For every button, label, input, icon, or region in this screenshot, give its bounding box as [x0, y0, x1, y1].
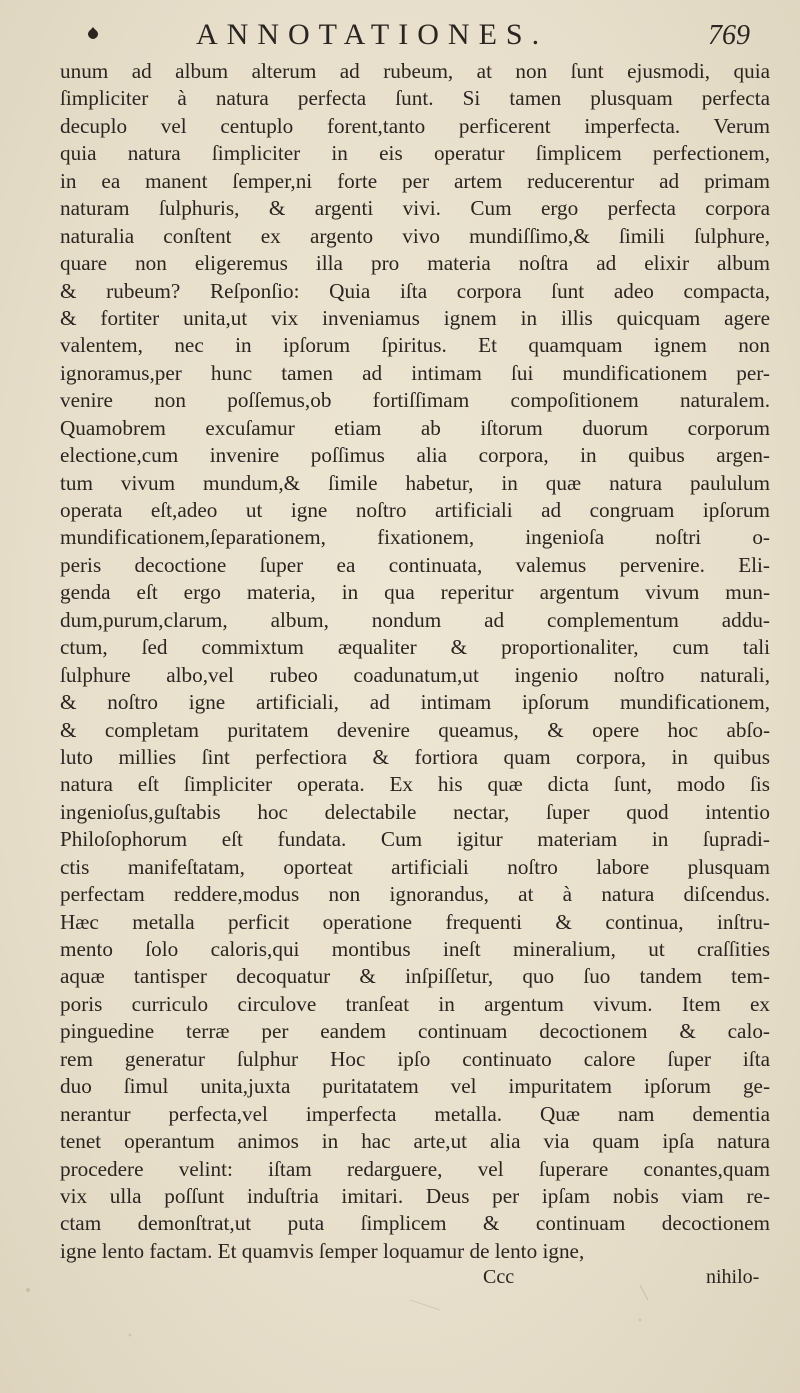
text-line: aquæ tantisper decoquatur & inſpiſſetur, quo ſuo tandem tem- [60, 964, 770, 989]
text-line: tum vivum mundum,& ſimile habetur, in quæ natura paululum [60, 470, 770, 495]
text-line: tenet operantum animos in hac arte,ut alia via quam ipſa natura [60, 1129, 770, 1154]
text-line: mundificationem,ſeparationem, fixationem, ingenioſa noſtri o- [60, 525, 770, 550]
text-line: venire non poſſemus,ob fortiſſimam compoſitionem naturalem. [60, 388, 770, 413]
text-line: & noſtro igne artificiali, ad intimam ipſorum mundificationem, [60, 690, 770, 715]
text-line: ctis manifeſtatam, oporteat artificiali noſtro labore plusquam [60, 854, 770, 879]
fleuron-icon [86, 26, 100, 40]
text-line: naturam ſulphuris, & argenti vivi. Cum ergo perfecta corpora [60, 196, 770, 221]
page-number: 769 [708, 20, 750, 51]
text-line: quare non eligeremus illa pro materia noſtra ad elixir album [60, 251, 770, 276]
text-line: & fortiter unita,ut vix inveniamus ignem in illis quicquam agere [60, 305, 770, 330]
text-line: natura eſt ſimpliciter operata. Ex his quæ dicta ſunt, modo ſis [60, 772, 770, 797]
text-line: valentem, nec in ipſorum ſpiritus. Et quamquam ignem non [60, 333, 770, 358]
text-line: duo ſimul unita,juxta puritatatem vel impuritatem ipſorum ge- [60, 1074, 770, 1099]
text-line: luto millies ſint perfectiora & fortiora quam corpora, in quibus [60, 744, 770, 769]
text-line: & rubeum? Reſponſio: Quia iſta corpora ſunt adeo compacta, [60, 278, 770, 303]
text-line: ingenioſus,guſtabis hoc delectabile nectar, ſuper quod intentio [60, 799, 770, 824]
text-line: mento ſolo caloris,qui montibus ineſt mineralium, ut craſſities [60, 937, 770, 961]
text-line: genda eſt ergo materia, in qua reperitur argentum vivum mun- [60, 580, 770, 605]
text-line: dum,purum,clarum, album, nondum ad complementum addu- [60, 607, 770, 632]
text-line: Quamobrem excuſamur etiam ab iſtorum duorum corporum [60, 415, 770, 440]
text-line: Hæc metalla perficit operatione frequenti & continua, inſtru- [60, 909, 770, 934]
text-line: & completam puritatem devenire queamus, & opere hoc abſo- [60, 717, 770, 742]
text-line: rem generatur ſulphur Hoc ipſo continuato calore ſuper iſta [60, 1046, 770, 1071]
text-line: unum ad album alterum ad rubeum, at non ſunt ejusmodi, quia [60, 59, 770, 83]
page-header [0, 14, 800, 54]
catchword: nihilo- [706, 1265, 760, 1288]
signature-mark: Ccc [483, 1265, 515, 1288]
text-line: ignoramus,per hunc tamen ad intimam ſui mundificationem per- [60, 360, 770, 385]
text-line: naturalia conſtent ex argento vivo mundiſſimo,& ſimili ſulphure, [60, 223, 770, 248]
text-line: electione,cum invenire poſſimus alia corpora, in quibus argen- [60, 443, 770, 468]
text-line: poris curriculo circulove tranſeat in argentum vivum. Item ex [60, 991, 770, 1016]
text-line: quia natura ſimpliciter in eis operatur ſimplicem perfectionem, [60, 141, 770, 166]
text-line: nerantur perfecta,vel imperfecta metalla. Quæ nam dementia [60, 1101, 770, 1126]
text-line: ctam demonſtrat,ut puta ſimplicem & continuam decoctionem [60, 1211, 770, 1236]
text-line: pinguedine terræ per eandem continuam decoctionem & calo- [60, 1019, 770, 1044]
body-text [60, 58, 770, 1265]
running-title: ANNOTATIONES. [196, 18, 549, 51]
text-line: operata eſt,adeo ut igne noſtro artificiali ad congruam ipſorum [60, 498, 770, 522]
text-line: procedere velint: iſtam redarguere, vel ſuperare conantes,quam [60, 1156, 770, 1181]
text-line: perfectam reddere,modus non ignorandus, at à natura diſcendus. [60, 882, 770, 907]
text-line: peris decoctione ſuper ea continuata, valemus pervenire. Eli- [60, 552, 770, 577]
text-line: igne lento factam. Et quamvis ſemper loquamur de lento igne, [60, 1238, 585, 1263]
text-line: ctum, ſed commixtum æqualiter & proportionaliter, cum tali [60, 635, 770, 660]
text-line: Philoſophorum eſt fundata. Cum igitur materiam in ſupradi- [60, 827, 770, 852]
text-line: decuplo vel centuplo forent,tanto perficerent imperfecta. Verum [60, 113, 770, 138]
text-line: vix ulla poſſunt induſtria imitari. Deus per ipſam nobis viam re- [60, 1183, 770, 1208]
text-line: ſimpliciter à natura perfecta ſunt. Si tamen plusquam perfecta [60, 86, 770, 111]
text-line: in ea manent ſemper,ni forte per artem reducerentur ad primam [60, 168, 770, 193]
text-line: ſulphure albo,vel rubeo coadunatum,ut ingenio noſtro naturali, [60, 662, 770, 687]
